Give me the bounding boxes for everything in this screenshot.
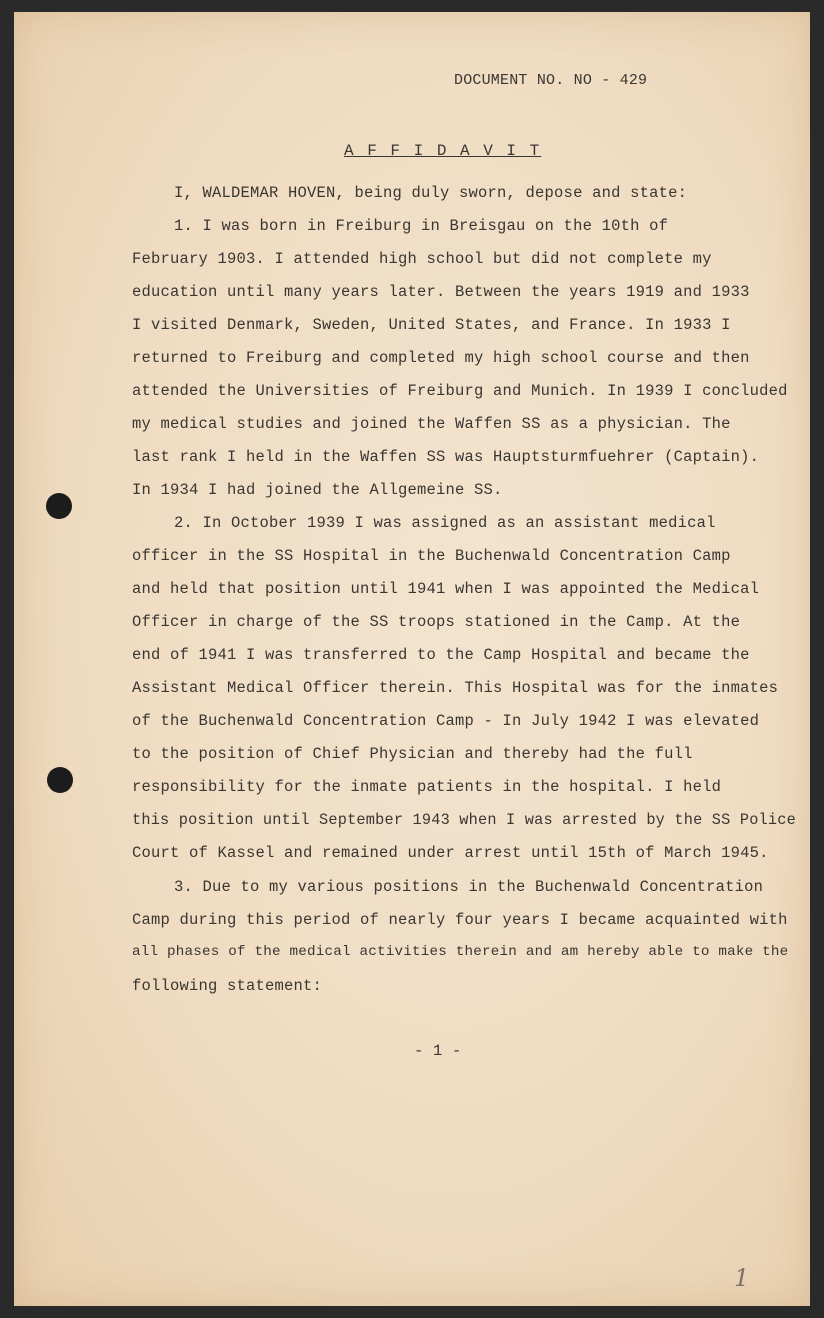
text-line: to the position of Chief Physician and thereby had the full bbox=[132, 745, 693, 763]
text-line: following statement: bbox=[132, 977, 323, 995]
text-line: last rank I held in the Waffen SS was Hauptsturmfuehrer (Captain). bbox=[132, 448, 760, 466]
text-line: attended the Universities of Freiburg and Munich. In 1939 I concluded bbox=[132, 382, 788, 400]
text-line: I visited Denmark, Sweden, United States, and France. In 1933 I bbox=[132, 316, 731, 334]
text-line: my medical studies and joined the Waffen SS as a physician. The bbox=[132, 415, 731, 433]
document-number: DOCUMENT NO. NO - 429 bbox=[454, 72, 648, 89]
text-line: 3. Due to my various positions in the Buchenwald Concentration bbox=[174, 878, 764, 896]
text-line: Camp during this period of nearly four years I became acquainted with bbox=[132, 911, 788, 929]
text-line: and held that position until 1941 when I was appointed the Medical bbox=[132, 580, 760, 598]
handwritten-page-number: 1 bbox=[734, 1264, 750, 1292]
document-title: A F F I D A V I T bbox=[344, 142, 542, 160]
text-line: returned to Freiburg and completed my high school course and then bbox=[132, 349, 750, 367]
punch-hole-top bbox=[46, 493, 72, 519]
text-line: officer in the SS Hospital in the Buchenwald Concentration Camp bbox=[132, 547, 731, 565]
text-line: Assistant Medical Officer therein. This Hospital was for the inmates bbox=[132, 679, 779, 697]
text-line: Officer in charge of the SS troops stationed in the Camp. At the bbox=[132, 613, 741, 631]
text-line: 2. In October 1939 I was assigned as an assistant medical bbox=[174, 514, 716, 532]
text-line: February 1903. I attended high school but did not complete my bbox=[132, 250, 712, 268]
text-line: end of 1941 I was transferred to the Camp Hospital and became the bbox=[132, 646, 750, 664]
text-line: all phases of the medical activities therein and am hereby able to make the bbox=[132, 944, 789, 960]
text-line: education until many years later. Between the years 1919 and 1933 bbox=[132, 283, 750, 301]
page-number: - 1 - bbox=[414, 1042, 462, 1060]
text-line: responsibility for the inmate patients in the hospital. I held bbox=[132, 778, 722, 796]
text-line: of the Buchenwald Concentration Camp - In July 1942 I was elevated bbox=[132, 712, 760, 730]
punch-hole-bottom bbox=[47, 767, 73, 793]
text-line: 1. I was born in Freiburg in Breisgau on the 10th of bbox=[174, 217, 669, 235]
text-line: this position until September 1943 when I was arrested by the SS Police bbox=[132, 811, 796, 829]
document-page bbox=[14, 12, 810, 1306]
text-line: I, WALDEMAR HOVEN, being duly sworn, depose and state: bbox=[174, 184, 688, 202]
text-line: Court of Kassel and remained under arrest until 15th of March 1945. bbox=[132, 844, 769, 862]
text-line: In 1934 I had joined the Allgemeine SS. bbox=[132, 481, 503, 499]
